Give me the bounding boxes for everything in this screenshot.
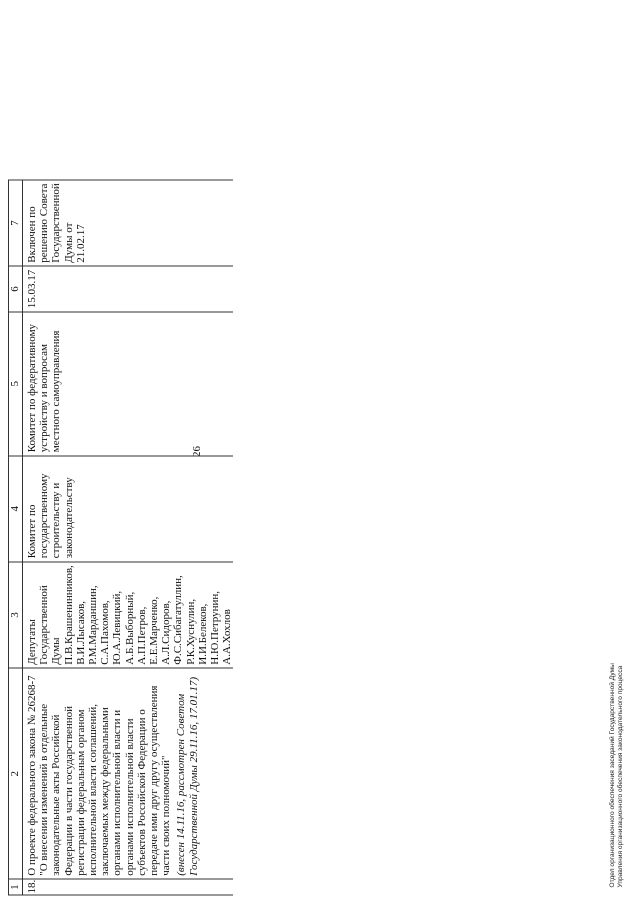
row-number: 18. — [26, 879, 38, 893]
header-col-6: 6 — [9, 266, 23, 312]
header-col-5: 5 — [9, 311, 23, 455]
header-col-4: 4 — [9, 455, 23, 561]
responsible-committee: Комитет по федеративному устройству и вопросам местного самоуправления — [26, 320, 63, 452]
footer-line-2: Управления организационного обеспечения законодательного процесса — [617, 665, 624, 887]
footer — [609, 663, 625, 887]
header-col-1: 1 — [9, 879, 23, 895]
header-col-7: 7 — [9, 179, 23, 266]
bill-authors: Депутаты Государственной Думы П.В.Крашенинников, В.И.Лысаков, Р.М.Марданшин, С.А.Пахомов, Ю.А.Левицкий, А.Б.Выборный, А.П.Петров, Е.Е.Марченко, А.Л.Сидоров, Ф.С.Сибагатуллин, Р.К.Хуснулин, И.И.Белеков, Н.Ю.Петрунин, А.А.Хохлов — [26, 564, 234, 665]
page-number: 26 — [191, 445, 203, 457]
header-col-2: 2 — [9, 668, 23, 879]
co-executor-committee: Комитет по государственному строительству и законодательству — [26, 470, 75, 558]
table-header-row — [9, 179, 23, 894]
header-col-3: 3 — [9, 561, 23, 668]
inclusion-note: Включен по решению Совета Государственной Думы от 21.02.17 — [26, 179, 87, 263]
bills-table — [8, 179, 233, 895]
footer-line-1: Отдел организационного обеспечения заседаний Государственной Думы — [609, 662, 616, 887]
table-row — [23, 179, 234, 894]
bill-introduced-note: (внесен 14.11.16, рассмотрен Советом Государственной Думы 29.11.16, 17.01.17) — [175, 676, 200, 876]
consideration-date: 15.03.17 — [26, 269, 38, 308]
bill-title: О проекте федерального закона № 26268-7 "О внесении изменений в отдельные законодательные акты Российской Федерации в части государственной регистрации федеральным органом исполнительной власти соглашений, заключаемых между федеральными органами исполнительной власти и органами исполнительной власти субъектов Российской Федерации о передаче ими друг другу осуществления части своих полномочий" — [26, 674, 173, 876]
